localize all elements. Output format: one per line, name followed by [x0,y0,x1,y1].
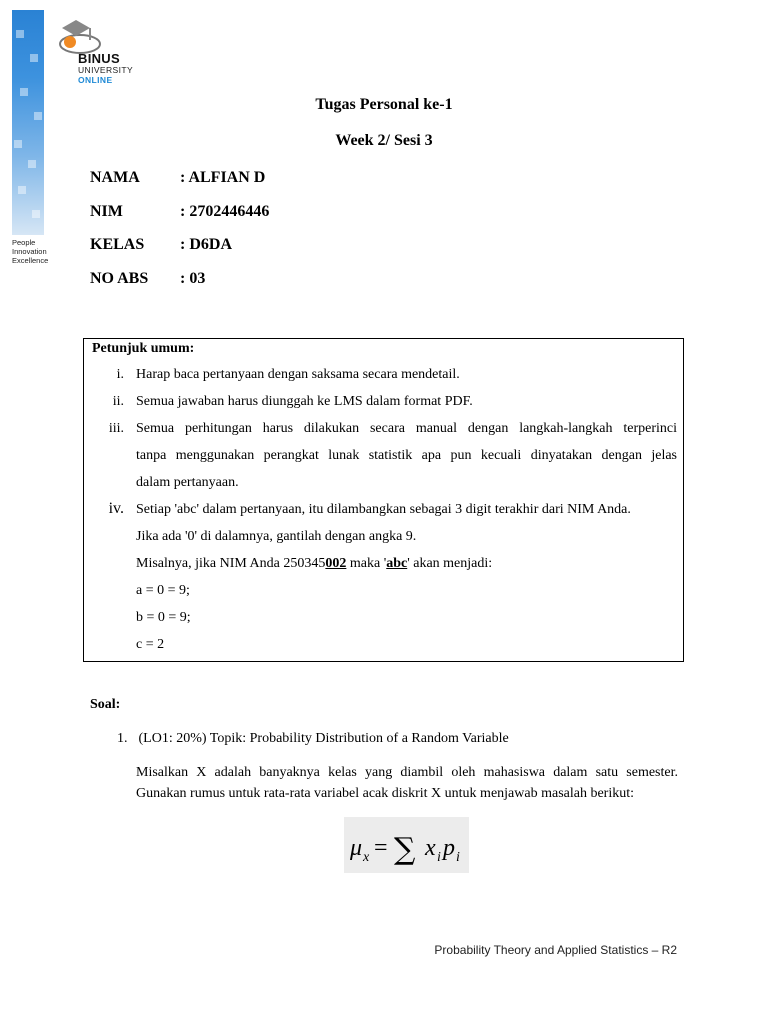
instruction-text: Setiap 'abc' dalam pertanyaan, itu dilambangkan sebagai 3 digit terakhir dari NIM Anda. [136,502,631,517]
formula-sum: ∑ [394,832,416,867]
formula-mu-sub: x [363,850,370,865]
question-1-title [117,731,509,747]
formula-p-sub: i [456,850,460,865]
instruction-number: i. [116,367,124,382]
instruction-text: Jika ada '0' di dalamnya, gantilah dengan angka 9. [136,529,417,544]
instruction-text: Semua perhitungan harus dilakukan secara manual dengan langkah-langkah terperinci [136,421,677,436]
logo-brand: BINUS [78,51,120,66]
instruction-number: ii. [112,394,124,409]
tagline [12,238,72,265]
identity-label: NAMA [90,169,140,186]
instruction-text: Harap baca pertanyaan dengan saksama secara mendetail. [136,367,460,382]
decorative-strip [12,10,44,235]
instruction-text: tanpa menggunakan perangkat lunak statistik apa pun kecuali dinyatakan dengan jelas [136,448,677,463]
mean-formula [344,817,469,873]
example-suffix: ' akan menjadi: [407,556,493,571]
instructions-heading: Petunjuk umum: [92,341,195,356]
example-value-text: a = 0 = 9; [136,583,190,598]
identity-value: : 2702446446 [180,203,270,220]
logo-online: ONLINE [78,75,113,85]
identity-row-kelas [90,236,232,254]
identity-value: : ALFIAN D [180,169,266,186]
example-prefix: Misalnya, jika NIM Anda 250345 [136,556,326,571]
tagline-line: Innovation [12,247,47,256]
instructions-box [83,338,684,662]
example-value-text: b = 0 = 9; [136,610,191,625]
document-title: Tugas Personal ke-1 [315,96,453,113]
page-footer: Probability Theory and Applied Statistics – R2 [434,943,677,957]
instruction-text: dalam pertanyaan. [136,475,239,490]
instruction-number: iii. [108,421,124,436]
logo-text [78,52,133,85]
formula-x: x [425,835,436,861]
example-value-text: c = 2 [136,637,165,652]
question-title: (LO1: 20%) Topik: Probability Distribution of a Random Variable [138,731,509,746]
document-subtitle: Week 2/ Sesi 3 [335,132,433,149]
mean-formula-svg [344,817,469,873]
question-number: 1. [117,731,128,746]
identity-label: KELAS [90,236,145,253]
soal-heading: Soal: [90,697,121,712]
tagline-line: Excellence [12,256,49,265]
identity-label: NIM [90,203,123,220]
identity-value: : D6DA [180,236,232,253]
formula-x-sub: i [437,850,441,865]
instruction-text: Semua jawaban harus diunggah ke LMS dalam format PDF. [136,394,473,409]
identity-label: NO ABS [90,270,149,287]
formula-equals: = [374,835,388,861]
tagline-line: People [12,238,36,247]
example-bold-abc: abc [386,556,408,571]
identity-value: : 03 [180,270,206,287]
instruction-number: iv. [108,500,124,517]
formula-p: p [443,835,455,861]
identity-row-nim [90,203,269,221]
logo-university: UNIVERSITY [78,65,134,75]
question-paragraph-line: Misalkan X adalah banyaknya kelas yang diambil oleh mahasiswa dalam satu semester. [136,765,678,780]
identity-row-no-abs [90,270,205,288]
example-bold-digits: 002 [325,556,347,571]
example-mid: maka ' [346,556,387,571]
instruction-example-text [136,556,677,572]
formula-mu: μ [350,835,363,861]
identity-row-nama [90,169,265,187]
question-paragraph-line: Gunakan rumus untuk rata-rata variabel acak diskrit X untuk menjawab masalah berikut: [136,786,634,801]
